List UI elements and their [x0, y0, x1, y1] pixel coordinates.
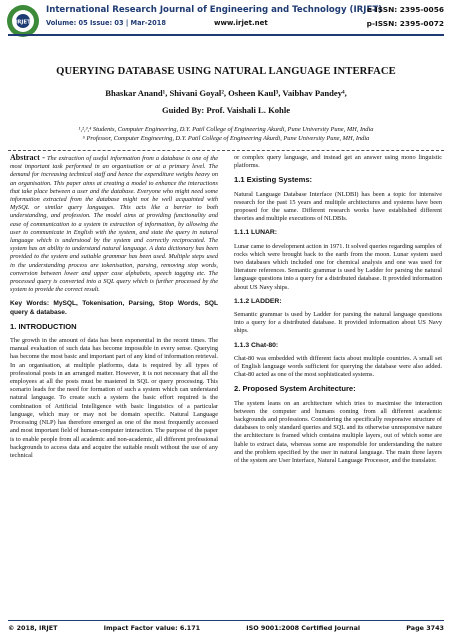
- header-rule: [8, 34, 444, 36]
- ladder-heading: 1.1.2 LADDER:: [234, 297, 282, 305]
- abstract: [10, 154, 218, 294]
- section-separator: [8, 150, 444, 152]
- proposed-heading: 2. Proposed System Architecture:: [234, 384, 356, 394]
- paper-title: QUERYING DATABASE USING NATURAL LANGUAGE INTERFACE: [56, 66, 396, 77]
- e-issn: e-ISSN: 2395-0056: [366, 5, 444, 14]
- abstract-text: The extraction of useful information from a database is one of the most important task performed in an organisation or at a primary level. The demand for increasing technical staff and hence the expenditure weighs heavy on an organisation. This paper aims at creating a model to enhance the interactions that take place between a user and the database. Everyone who might need some information extracted from the database might not be well acquainted with MySQL or similar query languages. This acts like a barrier to both understanding, and profession. The model aims at providing functionality and ease of communication to a system in extraction of information, by allowing the user to communicate in English with the system, and state the query in natural language which is understood by the system and correctly reciprocated. The system has an ability to understand natural language. A data dictionary has been provided to the system and suitable grammar has been used. Multiple steps used in the understanding process are tokenisation, parsing, removing stop words, conversion between lower and upper case alphabets, speech tagging etc. The processed query is converted into a SQL query which is further processed by the system to provide the correct result.: [10, 155, 219, 294]
- footer-impact: Impact Factor value: 6.171: [103, 624, 201, 632]
- intro-heading: 1. INTRODUCTION: [10, 321, 77, 331]
- lunar-text: Lunar came to development action in 1971. It solved queries regarding samples of rocks which were brought back to the earth from the moon. Lunar system used two databases which included one for chemical analysis and one was used for literature references. Semantic grammar is used by Ladder for parsing the natural language questions into a query for a distributed database. It provided information about US Navy ships.: [234, 242, 442, 291]
- right-column: [234, 154, 442, 471]
- irjet-logo-icon: [6, 4, 40, 38]
- affiliation-professor: ⁵ Professor, Computer Engineering, D.Y. Patil College of Engineering Akurdi, Pune University Pune, MH, India: [82, 135, 370, 142]
- keywords: Key Words: MySQL, Tokenisation, Parsing, Stop Words, SQL query & database.: [10, 300, 218, 316]
- lunar-heading: 1.1.1 LUNAR:: [234, 229, 278, 237]
- col2-lead-text: or complex query language, and instead get an answer using mono linguistic platforms.: [234, 154, 442, 170]
- volume-issue: Volume: 05 Issue: 03 | Mar-2018: [46, 19, 166, 27]
- intro-text: The growth in the amount of data has been exponential in the recent times. The manual evaluation of such data has become impossible in every sense. Querying has become the most basic and important part of any kind of information retrieval. In an organisation, at multiple platforms, data is required by all types of professional posts in an arranged matter. However, it is not necessary that all the employees at all the posts must be mastered in SQL or query processing. This scenario leads for the need for formation of such a system which can understand natural language. To create such a system the basic effort required is the combination of Artificial Intelligence with basic linguistics of a particular language, which may or may not be domain specific. Natural Language Processing (NLP) has therefore emerged as one of the most frequently accessed and most important field of human-computer interaction. The purpose of the paper is to enable people from all academic and non-academic, all different professional backgrounds to access data and acquire the suitable result without the use of any technical: [10, 337, 218, 459]
- existing-systems-text: Natural Language Database Interface (NLDBI) has been a topic for intensive research for the past 15 years and multiple architectures and systems have been proposed for the same. Different research works have established different theories and multiple executions of NLDBIs.: [234, 190, 442, 223]
- chat80-text: Chat-80 was embedded with different facts about multiple countries. A small set of English language words sufficient for querying the database were also added. Chat-80 acted as one of the most sophisticated systems.: [234, 354, 442, 379]
- proposed-text: The system leans on an architecture which tries to maximise the interaction between the computer and humans coming from all different academic backgrounds and professions. Considering the specifically responsive structure of databases to only standard queries and SQL and its otherwise unresponsive nature the architecture is framed which contains multiple layers, out of which some are liable to extract data, whereas some are responsible for understanding the nature and the problem specified by the user in natural language. The main three layers of the system are User Interface, Natural Language Processor, and the translator.: [234, 399, 442, 465]
- abstract-label: Abstract -: [10, 153, 45, 162]
- ladder-text: Semantic grammar is used by Ladder for parsing the natural language questions into a query for a distributed database. It provided information about US Navy ships.: [234, 311, 442, 335]
- authors: Bhaskar Anand¹, Shivani Goyal², Osheen Kaul³, Vaibhav Pandey⁴,: [105, 88, 347, 98]
- journal-url[interactable]: www.irjet.net: [214, 19, 268, 27]
- guided-by: Guided By: Prof. Vaishali L. Kohle: [161, 105, 291, 115]
- existing-systems-heading: 1.1 Existing Systems:: [234, 175, 313, 185]
- footer-copyright: © 2018, IRJET: [8, 624, 58, 632]
- svg-text:IRJET: IRJET: [15, 19, 31, 26]
- journal-title: International Research Journal of Engineering and Technology (IRJET): [46, 5, 383, 15]
- footer-page: Page 3743: [406, 624, 444, 632]
- page-footer: [8, 620, 444, 632]
- chat80-heading: 1.1.3 Chat-80:: [234, 341, 279, 349]
- affiliation-students: ¹,²,³,⁴ Students, Computer Engineering, D.Y. Patil College of Engineering Akurdi, Pune University Pune, MH, India: [78, 126, 374, 133]
- p-issn: p-ISSN: 2395-0072: [366, 19, 444, 28]
- left-column: [10, 154, 218, 466]
- footer-iso: ISO 9001:2008 Certified Journal: [246, 624, 361, 632]
- journal-header: [0, 0, 452, 46]
